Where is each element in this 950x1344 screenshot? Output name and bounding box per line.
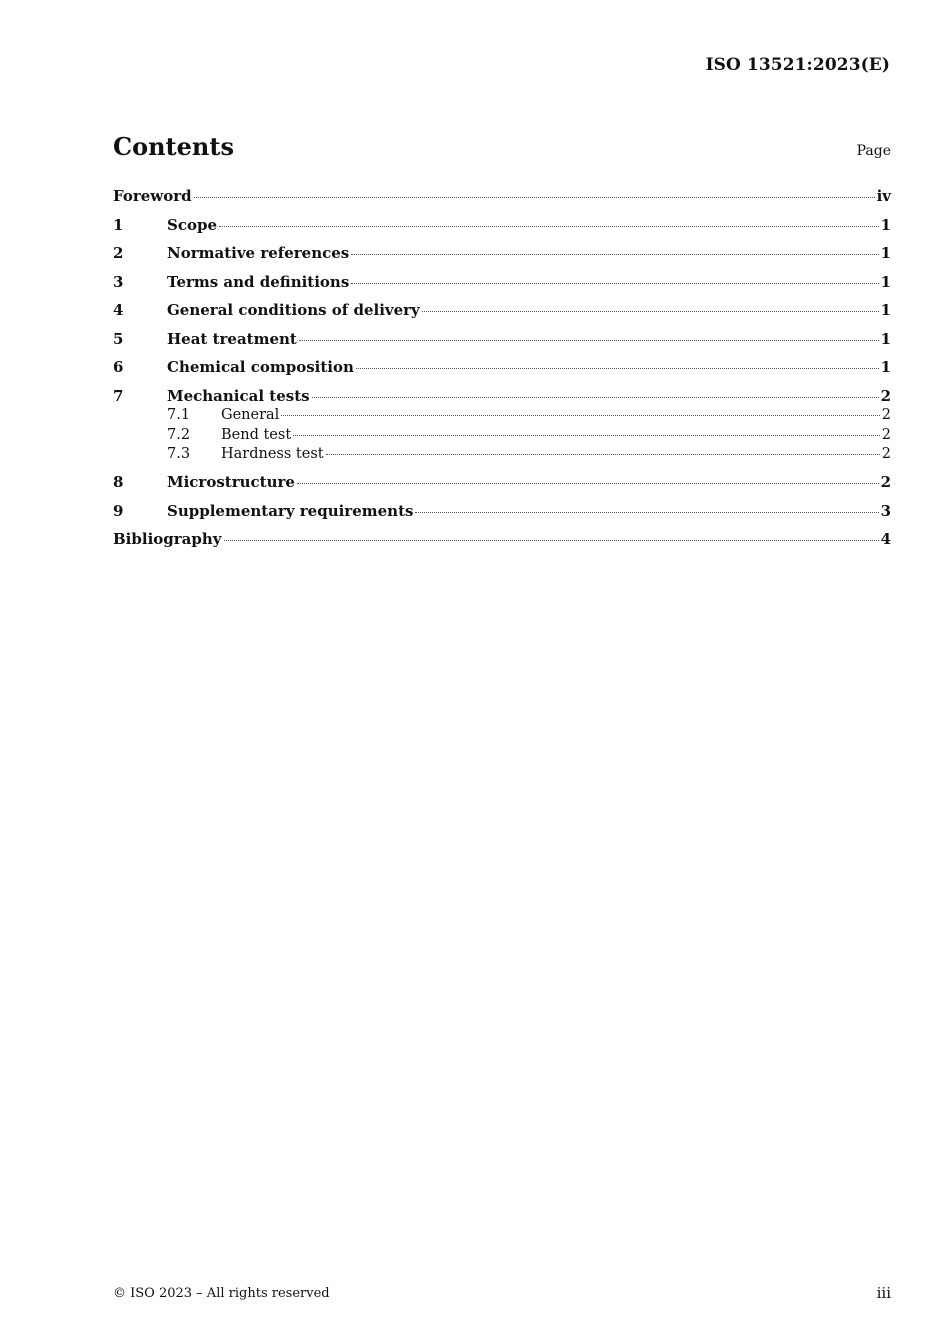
- toc-entry-number: 7.1: [167, 407, 191, 423]
- toc-entry-page: 2: [881, 407, 891, 423]
- toc-entry-page: 1: [880, 329, 891, 348]
- toc-leader-dots: [351, 254, 878, 255]
- toc-leader-dots: [297, 483, 879, 484]
- toc-entry[interactable]: [113, 244, 891, 273]
- table-of-contents: [113, 187, 891, 559]
- toc-leader-dots: [312, 397, 879, 398]
- toc-leader-dots: [351, 283, 878, 284]
- toc-leader-dots: [194, 197, 875, 198]
- toc-entry-title: Terms and definitions: [167, 272, 350, 291]
- toc-entry-title: Foreword: [113, 187, 192, 205]
- toc-leader-dots: [219, 226, 879, 227]
- toc-entry-title: General conditions of delivery: [167, 301, 420, 319]
- toc-entry-number: 2: [113, 244, 124, 262]
- contents-title: Contents: [113, 132, 234, 161]
- toc-entry-title: Mechanical tests: [167, 386, 310, 405]
- toc-leader-dots: [356, 368, 879, 369]
- page-column-label: Page: [856, 143, 891, 159]
- toc-entry[interactable]: [113, 406, 891, 426]
- toc-entry-page: 4: [880, 530, 891, 548]
- toc-leader-dots: [281, 415, 879, 416]
- toc-entry-page: iv: [876, 187, 891, 205]
- toc-entry[interactable]: [113, 502, 891, 531]
- toc-entry-number: 7.2: [167, 426, 191, 443]
- toc-entry-page: 1: [880, 215, 891, 234]
- toc-leader-dots: [326, 454, 880, 455]
- toc-leader-dots: [422, 311, 879, 312]
- toc-entry-number: 1: [113, 215, 124, 234]
- toc-entry-page: 3: [880, 501, 891, 520]
- toc-entry-page: 2: [880, 473, 891, 491]
- toc-entry[interactable]: [113, 330, 891, 359]
- toc-leader-dots: [299, 340, 879, 341]
- toc-entry-page: 1: [880, 358, 891, 376]
- toc-entry-number: 7.3: [167, 446, 191, 462]
- toc-entry[interactable]: [113, 273, 891, 302]
- toc-entry-page: 2: [881, 446, 891, 462]
- toc-entry[interactable]: [113, 473, 891, 502]
- toc-leader-dots: [415, 512, 878, 513]
- toc-entry[interactable]: [113, 301, 891, 330]
- toc-entry-page: 1: [880, 244, 891, 262]
- toc-entry[interactable]: [113, 358, 891, 387]
- footer-page-number: iii: [876, 1284, 891, 1302]
- toc-entry[interactable]: [113, 530, 891, 559]
- toc-leader-dots: [293, 435, 880, 436]
- toc-entry-page: 2: [881, 426, 891, 443]
- toc-entry[interactable]: [113, 216, 891, 245]
- document-identifier: ISO 13521:2023(E): [705, 55, 890, 75]
- toc-entry-number: 6: [113, 358, 124, 376]
- footer-copyright: © ISO 2023 – All rights reserved: [113, 1286, 330, 1301]
- toc-entry-page: 2: [880, 386, 891, 405]
- toc-entry-page: 1: [880, 272, 891, 291]
- toc-entry-title: Bend test: [221, 426, 292, 443]
- toc-entry-number: 3: [113, 272, 124, 291]
- toc-entry-title: Heat treatment: [167, 329, 297, 348]
- toc-entry-number: 9: [113, 501, 124, 520]
- toc-entry-title: General: [221, 407, 280, 423]
- toc-entry-number: 7: [113, 386, 124, 405]
- toc-entry[interactable]: [113, 187, 891, 216]
- toc-entry[interactable]: [113, 426, 891, 446]
- toc-entry-title: Hardness test: [221, 446, 324, 462]
- toc-entry-title: Chemical composition: [167, 358, 354, 376]
- toc-entry-number: 5: [113, 329, 124, 348]
- toc-entry-title: Microstructure: [167, 473, 295, 491]
- toc-entry-page: 1: [880, 301, 891, 319]
- toc-leader-dots: [224, 540, 879, 541]
- toc-entry-title: Normative references: [167, 244, 350, 262]
- toc-entry-title: Scope: [167, 215, 218, 234]
- toc-entry-title: Supplementary requirements: [167, 501, 414, 520]
- toc-entry-number: 4: [113, 301, 124, 319]
- toc-entry[interactable]: [113, 445, 891, 473]
- toc-entry-title: Bibliography: [113, 530, 222, 548]
- toc-entry-number: 8: [113, 473, 124, 491]
